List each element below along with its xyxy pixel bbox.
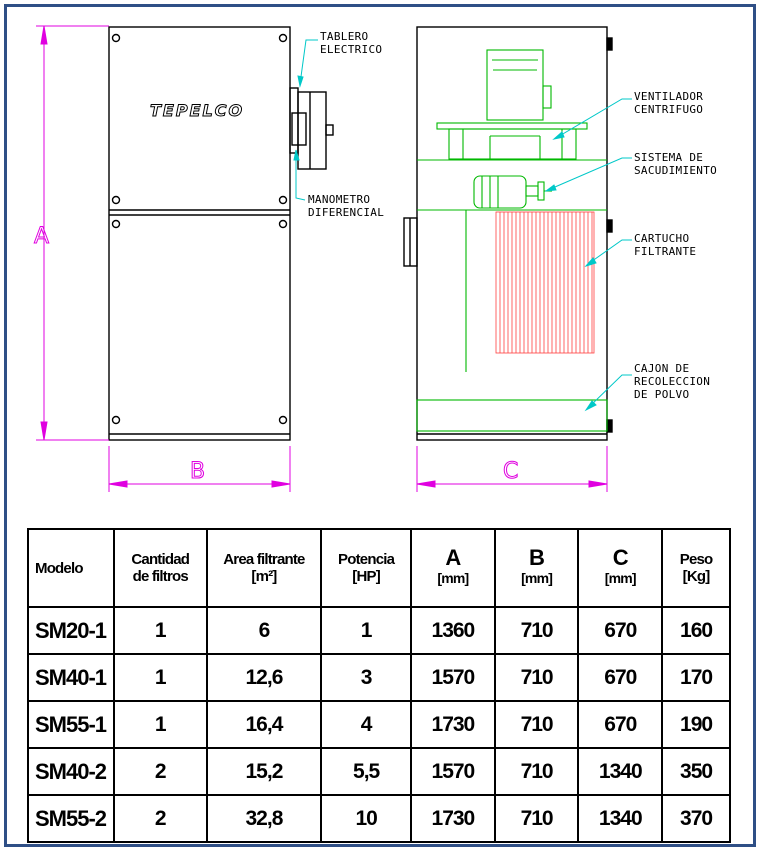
cell-peso: 170 bbox=[662, 654, 730, 701]
cell-b: 710 bbox=[495, 607, 579, 654]
cell-area: 16,4 bbox=[207, 701, 322, 748]
cell-potencia: 5,5 bbox=[321, 748, 411, 795]
cell-b: 710 bbox=[495, 701, 579, 748]
cell-c: 1340 bbox=[578, 748, 662, 795]
cell-cantidad: 2 bbox=[114, 748, 207, 795]
cell-area: 32,8 bbox=[207, 795, 322, 842]
centrifugal-fan bbox=[437, 50, 587, 159]
dimension-b-label: B bbox=[190, 459, 206, 484]
cell-peso: 350 bbox=[662, 748, 730, 795]
front-view bbox=[109, 27, 333, 440]
cell-modelo: SM20-1 bbox=[28, 607, 114, 654]
cell-a: 1730 bbox=[411, 795, 495, 842]
label-cajon-recoleccion: CAJON DE RECOLECCION DE POLVO bbox=[634, 362, 711, 401]
header-b: B [mm] bbox=[495, 529, 579, 607]
table-row bbox=[28, 654, 730, 701]
cell-c: 670 bbox=[578, 701, 662, 748]
cell-b: 710 bbox=[495, 748, 579, 795]
dimension-lines-front bbox=[36, 26, 290, 492]
cell-c: 1340 bbox=[578, 795, 662, 842]
table-header-row bbox=[28, 529, 730, 607]
table-row bbox=[28, 748, 730, 795]
header-cantidad: Cantidad de filtros bbox=[114, 529, 207, 607]
header-area: Area filtrante [m²] bbox=[207, 529, 322, 607]
cell-potencia: 4 bbox=[321, 701, 411, 748]
table-row bbox=[28, 795, 730, 842]
header-peso: Peso [Kg] bbox=[662, 529, 730, 607]
label-manometro-diferencial: MANOMETRO DIFERENCIAL bbox=[308, 193, 385, 219]
cell-modelo: SM40-2 bbox=[28, 748, 114, 795]
header-c: C [mm] bbox=[578, 529, 662, 607]
cell-cantidad: 1 bbox=[114, 607, 207, 654]
label-tablero-electrico: TABLERO ELECTRICO bbox=[320, 30, 383, 56]
cell-peso: 190 bbox=[662, 701, 730, 748]
dimension-c-label: C bbox=[503, 459, 519, 484]
cell-c: 670 bbox=[578, 654, 662, 701]
header-potencia: Potencia [HP] bbox=[321, 529, 411, 607]
label-ventilador-centrifugo: VENTILADOR CENTRIFUGO bbox=[634, 90, 704, 116]
front-cabinet-outline bbox=[109, 27, 290, 440]
cell-a: 1570 bbox=[411, 748, 495, 795]
cell-a: 1360 bbox=[411, 607, 495, 654]
cell-cantidad: 1 bbox=[114, 701, 207, 748]
label-sistema-sacudimiento: SISTEMA DE SACUDIMIENTO bbox=[634, 151, 718, 177]
cell-area: 12,6 bbox=[207, 654, 322, 701]
cell-area: 15,2 bbox=[207, 748, 322, 795]
cell-potencia: 1 bbox=[321, 607, 411, 654]
cell-a: 1570 bbox=[411, 654, 495, 701]
cell-potencia: 3 bbox=[321, 654, 411, 701]
cell-peso: 160 bbox=[662, 607, 730, 654]
side-leader-lines bbox=[546, 99, 632, 410]
cell-modelo: SM55-2 bbox=[28, 795, 114, 842]
cell-a: 1730 bbox=[411, 701, 495, 748]
side-view bbox=[404, 27, 612, 440]
filter-cartridge bbox=[496, 212, 594, 353]
cell-potencia: 10 bbox=[321, 795, 411, 842]
header-a: A [mm] bbox=[411, 529, 495, 607]
cell-cantidad: 1 bbox=[114, 654, 207, 701]
table-row bbox=[28, 701, 730, 748]
table-row bbox=[28, 607, 730, 654]
cell-modelo: SM55-1 bbox=[28, 701, 114, 748]
shaking-system-motor bbox=[474, 176, 552, 208]
cell-c: 670 bbox=[578, 607, 662, 654]
label-cartucho-filtrante: CARTUCHO FILTRANTE bbox=[634, 232, 697, 258]
cell-peso: 370 bbox=[662, 795, 730, 842]
cell-b: 710 bbox=[495, 654, 579, 701]
header-modelo: Modelo bbox=[28, 529, 114, 607]
cell-modelo: SM40-1 bbox=[28, 654, 114, 701]
tepelco-logo: TEPELCO bbox=[150, 101, 245, 120]
dimension-a-label: A bbox=[34, 224, 50, 249]
specs-table bbox=[27, 528, 731, 843]
cell-b: 710 bbox=[495, 795, 579, 842]
cell-cantidad: 2 bbox=[114, 795, 207, 842]
cell-area: 6 bbox=[207, 607, 322, 654]
